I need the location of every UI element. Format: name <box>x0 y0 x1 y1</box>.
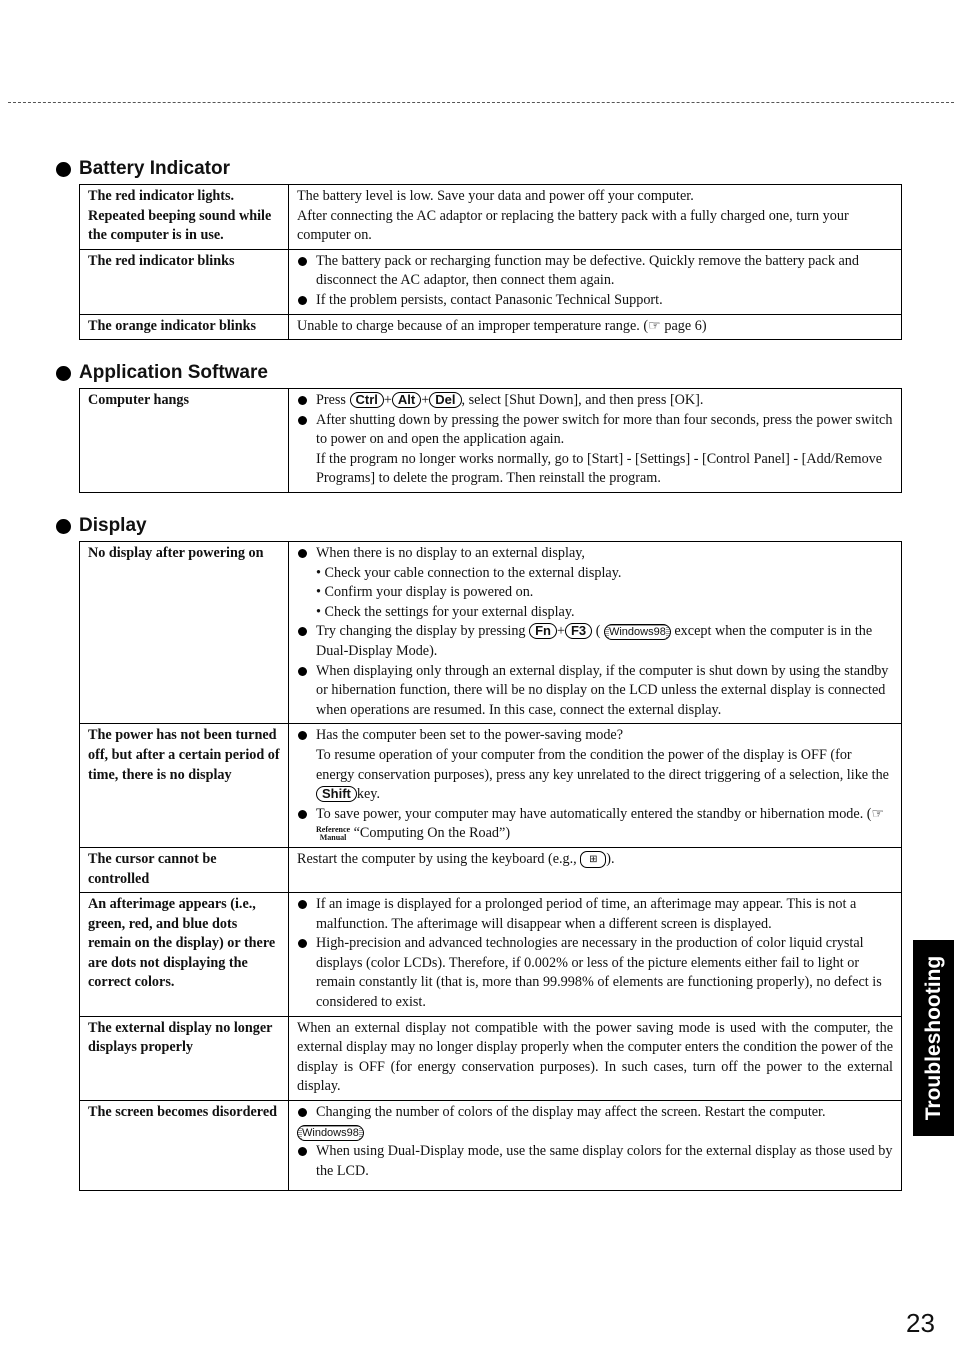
header-rule <box>8 102 954 103</box>
symptom-cell: No display after powering on <box>80 542 289 724</box>
bullet-icon <box>56 519 71 534</box>
symptom-cell: The external display no longer displays properly <box>80 1016 289 1100</box>
section-title-battery: Battery Indicator <box>56 158 230 180</box>
symptom-cell: The power has not been turned off, but after a certain period of time, there is no display <box>80 724 289 848</box>
del-key-icon: Del <box>429 392 461 408</box>
section-title-application: Application Software <box>56 362 268 384</box>
windows98-badge-icon: Windows98 <box>604 624 671 640</box>
solution-cell: Has the computer been set to the power-saving mode? To resume operation of your computer from the condition the power of the display is OFF (for energy conservation purposes), press any key unrelated to the direct triggering of a selection, like the Shift key. To save power, your computer may have automatically entered the standby or hibernation mode. (☞Reference Manual “Computing On the Road”) <box>289 724 902 848</box>
f3-key-icon: F3 <box>565 623 592 639</box>
table-row <box>80 893 902 1017</box>
solution-cell: When an external display not compatible with the power saving mode is used with the computer, the external display may no longer display properly when the computer enters the condition the power of the display is OFF (for energy conservation purposes). In such cases, turn off the power to the external display. <box>289 1016 902 1100</box>
table-row <box>80 314 902 340</box>
table-row <box>80 847 902 892</box>
alt-key-icon: Alt <box>392 392 421 408</box>
table-row <box>80 1101 902 1191</box>
solution-cell: Changing the number of colors of the display may affect the screen. Restart the computer. Windows98 When using Dual-Display mode, use the same display colors for the external display as those used by the LCD. <box>289 1101 902 1191</box>
symptom-cell: The red indicator blinks <box>80 249 289 314</box>
table-row <box>80 389 902 493</box>
windows98-badge-icon: Windows98 <box>297 1125 364 1141</box>
solution-cell: Restart the computer by using the keyboard (e.g., ⊞ ). <box>289 847 902 892</box>
symptom-cell: The cursor cannot be controlled <box>80 847 289 892</box>
symptom-cell: The screen becomes disordered <box>80 1101 289 1191</box>
windows-key-icon: ⊞ <box>580 851 606 868</box>
solution-cell: When there is no display to an external display, • Check your cable connection to the external display. • Confirm your display is powered on. • Check the settings for your external display. Try changing the display by pressing Fn + F3 ( Windows98 except when the computer is in the Dual-Display Mode). When displaying only through an external display, if the computer is shut down by using the standby or hibernation function, there will be no display on the LCD unless the external display is connected when operations are resumed. In this case, connect the external display. <box>289 542 902 724</box>
ctrl-key-icon: Ctrl <box>350 392 384 408</box>
page-number: 23 <box>906 1308 935 1338</box>
symptom-cell: The orange indicator blinks <box>80 314 289 340</box>
reference-manual-icon: Reference Manual <box>316 825 351 843</box>
symptom-cell: The red indicator lights. Repeated beeping sound while the computer is in use. <box>80 185 289 250</box>
table-row <box>80 1016 902 1100</box>
solution-cell: The battery level is low. Save your data and power off your computer. After connecting the AC adaptor or replacing the battery pack with a fully charged one, turn your computer on. <box>289 185 902 250</box>
table-row <box>80 724 902 848</box>
shift-key-icon: Shift <box>316 786 357 802</box>
bullet-icon <box>56 162 71 177</box>
application-table <box>79 388 902 493</box>
symptom-cell: An afterimage appears (i.e., green, red, and blue dots remain on the display) or there are dots not displaying the correct colors. <box>80 893 289 1017</box>
section-title-display: Display <box>56 515 147 537</box>
table-row <box>80 185 902 250</box>
pointer-icon: ☞ <box>648 317 661 334</box>
table-row <box>80 542 902 724</box>
symptom-cell: Computer hangs <box>80 389 289 493</box>
side-tab-troubleshooting: Troubleshooting <box>913 940 954 1136</box>
pointer-icon: ☞ <box>871 805 885 822</box>
bullet-icon <box>56 366 71 381</box>
fn-key-icon: Fn <box>529 623 557 639</box>
solution-cell: Press Ctrl + Alt + Del , select [Shut Down], and then press [OK]. After shutting down by pressing the power switch for more than four seconds, press the power switch to power on and open the application again. If the program no longer works normally, go to [Start] - [Settings] - [Control Panel] - [Add/Remove Programs] to delete the program. Then reinstall the program. <box>289 389 902 493</box>
display-table <box>79 541 902 1191</box>
solution-cell: The battery pack or recharging function may be defective. Quickly remove the battery pack and disconnect the AC adaptor, then connect them again. If the problem persists, contact Panasonic Technical Support. <box>289 249 902 314</box>
solution-cell: If an image is displayed for a prolonged period of time, an afterimage may appear. This is not a malfunction. The afterimage will disappear when a different screen is displayed. High-precision and advanced technologies are necessary in the production of color liquid crystal displays (color LCDs). Therefore, if 0.002% or less of the picture elements either fail to light or remain constantly lit (that is, more than 99.998% of elements are functioning properly), no defect is considered to exist. <box>289 893 902 1017</box>
battery-table <box>79 184 902 340</box>
table-row <box>80 249 902 314</box>
solution-cell: Unable to charge because of an improper temperature range. (☞ page 6) <box>289 314 902 340</box>
